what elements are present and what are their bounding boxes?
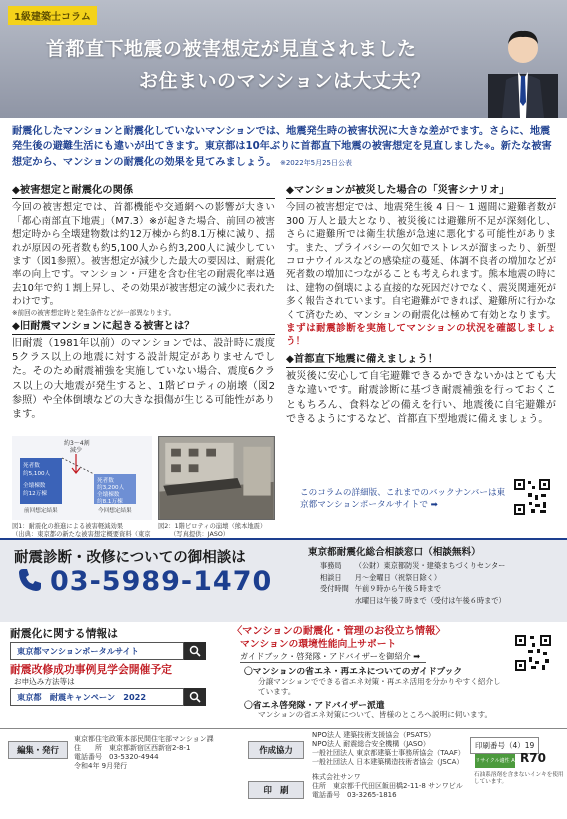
- section-body-old-standard: 旧耐震（1981年以前）のマンションでは、設計時に震度5クラス以上の地震に対する設計規定がありませんでした。そのため耐震補強を実施していない場合、震度6クラス以上の大地震が発生すると、1階ピロティの崩壊（図2参照）や全体倒壊などの大きな損傷が生じる可能性があります。: [12, 338, 275, 421]
- section-heading-scenario: ◆マンションが被災した場合の「災害シナリオ」: [286, 184, 556, 199]
- search-icon: [189, 645, 201, 657]
- tips-subheading: マンションの環境性能向上サポート: [240, 639, 397, 650]
- backnumber-note: [300, 488, 510, 511]
- fig1-bar1-d: 約12万棟: [23, 491, 47, 497]
- fig1-bar1-b: 約5,100人: [23, 471, 51, 477]
- qr-code-icon[interactable]: [513, 478, 551, 516]
- r70-mark: R70: [520, 751, 546, 765]
- info-heading: 耐震化に関する情報は: [10, 627, 118, 640]
- guide-link[interactable]: ガイドブック・啓発隊・アドバイザーを御紹介 ➡: [240, 651, 426, 663]
- recycle-badge: リサイクル適性 A: [475, 754, 515, 768]
- section-note: ※前回の被害想定時と発生条件などが一部異なります。: [12, 308, 176, 317]
- apply-note: お申込み方法等は: [14, 677, 75, 686]
- scenario-text: 今回の被害想定では、地震発生後 4 日～ 1 週間に避難者数が 300 万人と最大となり、被災後には避難所不足が深刻化し、さらに避難所では衛生状態が急速に悪化する可能性があります。また、プライバシーの欠如でストレスが溜まったり、新型コロナウイルスなどの感染症の蔓延、体調不良者の増加などが死者数の増加につながることも考えられます。熊本地震の時には、建物の倒壊による直接的な死因だけでなく、震災関連死が多く報告されています。自宅避難ができれば、避難所に行かなくて済むため、マンションの耐震化は極めて有効となります。: [286, 202, 556, 321]
- advisor-item-text: マンションの省エネ対策について、皆様のところへ説明に伺います。: [258, 710, 493, 719]
- lead-text-2: さらに、地震発生後の避難生活にも違いが出てきます。東京都は10年ぶりに首都直下地震の被害想定を見直しました: [12, 126, 551, 152]
- guidebook-item-heading: 〇マンションの省エネ・再エネについてのガイドブック: [244, 667, 463, 677]
- publisher-label: 編集・発行: [8, 741, 68, 759]
- ink-note: 石油系溶剤を含まないインキを使用しています。: [474, 772, 564, 785]
- print-number: 印刷番号（4）19: [470, 737, 539, 754]
- fig1-top-label2: 減少: [70, 447, 83, 454]
- right-column: [286, 184, 556, 427]
- figure1-caption-source: （出典：東京都の新たな被害想定概要資料（東京: [12, 531, 151, 538]
- campaign-search-box[interactable]: 東京都 耐震キャンペーン 2022: [10, 688, 184, 706]
- consultation-info-table: [318, 559, 512, 607]
- table-row: 相談日 月～金曜日（祝祭日除く）: [320, 572, 442, 582]
- table-row: 受付時間 午前９時から午後５時まで: [320, 584, 442, 594]
- phone-number-text: 03-5989-1470: [50, 566, 273, 597]
- table-row: 事務局 （公財）東京都防災・建築まちづくりセンター: [320, 561, 506, 570]
- figure1-caption-title: 図1：耐震化の推進による被害軽減効果: [12, 523, 124, 530]
- search-button[interactable]: [184, 642, 206, 660]
- backnumber-text: このコラムの詳細版、これまでのバックナンバーは東京都マンションポータルサイトで: [300, 488, 506, 510]
- search-icon: [189, 691, 201, 703]
- case-tour-heading: 耐震改修成功事例見学会開催予定: [10, 663, 172, 676]
- lead-paragraph: [12, 124, 555, 171]
- qr-code-icon[interactable]: [514, 634, 552, 672]
- section-heading-prepare: ◆首都直下地震に備えましょう！: [286, 353, 556, 368]
- lead-text-1: 耐震化したマンションと耐震化していないマンションでは、地震発生時の被害状況に大きな差がでます。: [12, 126, 490, 137]
- section-body-prepare: 被災後に安心して自宅避難できるかできないかはとても大きな違いです。耐震診断に基づき耐震補強を行っておくこともちろん、食料などの備えを行い、地震後に自宅避難ができるようにするなど、首都直下型地震に備えましょう。: [286, 371, 556, 425]
- fig1-bar2-c: 全壊棟数: [97, 492, 120, 498]
- left-column: [12, 184, 275, 422]
- businessman-illustration: [488, 22, 558, 118]
- page-title-line2: お住まいのマンションは大丈夫？: [139, 70, 431, 92]
- cooperation-info: NPO法人 建築技術支援協会（PSATS） NPO法人 耐震総合安全機構（JASO） 一般社団法人 東京都建築士事務所協会（TAAF） 一般社団法人 日本建築構造技術者協会（JSCA）: [312, 731, 465, 766]
- page-title-line1: 首都直下地震の被害想定が見直されました: [46, 38, 417, 60]
- printer-label: 印 刷: [248, 781, 304, 799]
- consultation-band: [0, 538, 567, 622]
- header-banner: [0, 0, 567, 118]
- table-row: 水曜日は午後７時まで（受付は午後６時まで）: [354, 595, 506, 605]
- arrow-right-icon: ➡: [430, 499, 438, 510]
- cooperation-label: 作成協力: [248, 741, 304, 759]
- consultation-window-heading: 東京都耐震化総合相談窓口（相談無料）: [308, 547, 481, 558]
- guidebook-item-text: 分譲マンションでできる省エネ対策・再エネ活用を分かりやすく紹介しています。: [258, 677, 501, 696]
- phone-icon: [16, 566, 44, 594]
- lead-mark: ※: [483, 143, 491, 151]
- figure-area: [12, 436, 275, 548]
- tips-heading: 〈マンションの耐震化・管理のお役立ち情報〉: [232, 626, 446, 637]
- portal-search-box[interactable]: 東京都マンションポータルサイト: [10, 642, 184, 660]
- advisor-item-heading: 〇省エネ啓発隊・アドバイザー派遣: [244, 701, 385, 711]
- figure2-caption-source: （写真提供：JASO）: [170, 531, 230, 538]
- damage-reduction-chart: [12, 436, 152, 520]
- fig1-bar2-b: 約3,200人: [97, 485, 125, 491]
- section-body-scenario: [286, 201, 556, 348]
- phone-number[interactable]: [16, 566, 272, 597]
- fig1-bar2-d: 約8.1万棟: [97, 499, 123, 505]
- fig1-bar1-c: 全壊棟数: [23, 483, 46, 489]
- search-button[interactable]: [184, 688, 206, 706]
- fig1-top-label: 約3～4割: [64, 440, 90, 447]
- column-tag: 1級建築士コラム: [8, 6, 97, 25]
- publisher-info: 東京都住宅政策本部民間住宅部マンション課 住 所 東京都新宿区西新宿2-8-1 電話番号 03-5320-4944 令和4年 9月発行: [74, 735, 214, 770]
- printer-info: 株式会社サンワ 住所 東京都千代田区飯田橋2-11-8 サンワビル 電話番号 03-3265-1816: [312, 773, 463, 799]
- consultation-heading: 耐震診断・改修についての御相談は: [14, 550, 246, 566]
- fig1-bar1-foot: 前回想定結果: [24, 508, 58, 514]
- section-body-damage-relation: 今回の被害想定では、首都機能や交通網への影響が大きい「都心南部直下地震」（M7.3）※が起きた場合、前回の被害想定時から全壊建物数は約12万棟から約8.1万棟に減り、揺れが原因の死者数も約5,100人から約3,200人に減少しています（図1参照）。被害想定が減少した最大の要因は、耐震化率の向上です。マンション・戸建を含む住宅の耐震化率は過去10年で約１割上昇し、その効果が被害想定の減少に表れたわけです。: [12, 202, 275, 308]
- lead-note: ※2022年5月25日公表: [279, 159, 353, 167]
- lead-text-3: 。新たな被害想定から、マンションの耐震化の効果を見てみましょう。: [12, 141, 552, 168]
- section-heading-damage-relation: ◆被害想定と耐震化の関係: [12, 184, 275, 199]
- fig1-bar1-a: 死者数: [23, 463, 40, 469]
- section-heading-old-standard: ◆旧耐震マンションに起きる被害とは？: [12, 320, 275, 335]
- scenario-emphasis: まずは耐震診断を実施してマンションの状況を確認しましょう！: [286, 323, 556, 348]
- collapsed-building-photo: [158, 436, 275, 520]
- fig1-bar2-foot: 今回想定結果: [98, 508, 132, 514]
- figure2-caption-title: 図2：1階ピロティの崩壊（熊本地震）: [158, 523, 267, 530]
- figure2-caption: [158, 523, 275, 539]
- fig1-bar2-a: 死者数: [97, 478, 114, 484]
